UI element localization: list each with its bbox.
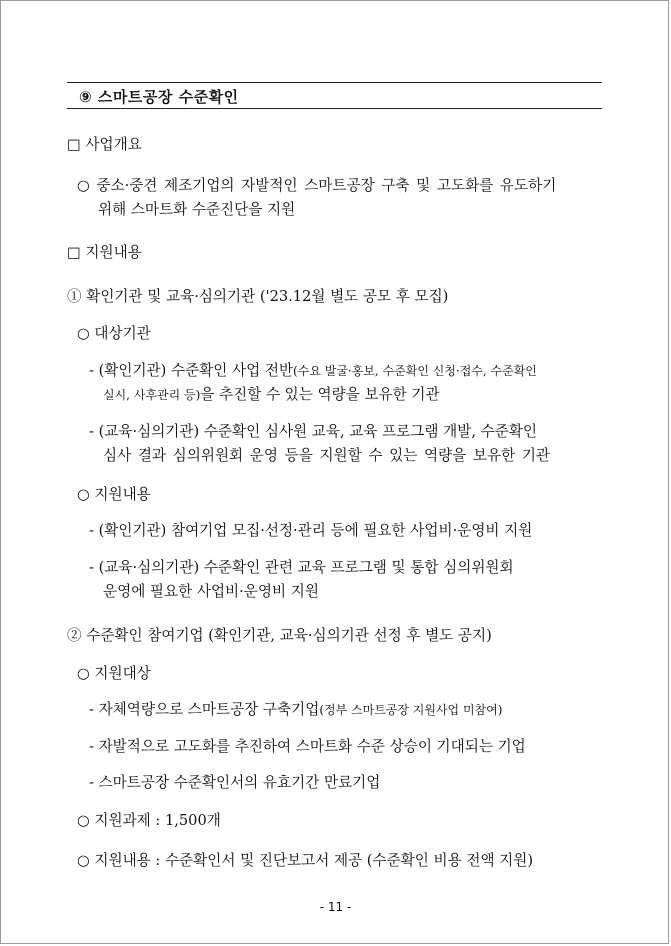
support-target-heading: ○ 지원대상	[77, 665, 151, 682]
confirm-agency-main-2: 을 추진할 수 있는 역량을 보유한 기관	[200, 386, 440, 403]
confirm-agency-line2	[103, 385, 440, 405]
target-institutions-heading: ○ 대상기관	[77, 325, 151, 342]
heading-business-overview: □ 사업개요	[67, 136, 142, 153]
confirm-agency-main: - (확인기관) 수준확인 사업 전반	[89, 362, 294, 379]
overview-text-line2: 위해 스마트화 수준진단을 지원	[98, 201, 296, 218]
target-voluntary-upgrade: - 자발적으로 고도화를 추진하여 스마트화 수준 상승이 기대되는 기업	[89, 738, 526, 755]
section-title-box	[67, 82, 602, 109]
page-number: - 11 -	[319, 900, 352, 914]
target-expired-certificate: - 스마트공장 수준확인서의 유효기간 만료기업	[89, 774, 381, 791]
confirm-agency-detail: (수요 발굴·홍보, 수준확인 신청·접수, 수준확인	[293, 364, 537, 378]
heading-support-content: □ 지원내용	[67, 244, 142, 261]
target-self-built-main: - 자체역량으로 스마트공장 구축기업	[89, 701, 320, 718]
overview-text-line1: ○ 중소·중견 제조기업의 자발적인 스마트공장 구축 및 고도화를 유도하기	[77, 177, 557, 194]
education-agency-support-line2: 운영에 필요한 사업비·운영비 지원	[103, 583, 319, 600]
support-task-count: ○ 지원과제 : 1,500개	[77, 812, 221, 829]
education-agency-line2: 심사 결과 심의위원회 운영 등을 지원할 수 있는 역량을 보유한 기관	[103, 447, 551, 464]
subheading-institutions: ① 확인기관 및 교육·심의기관 ('23.12월 별도 공모 후 모집)	[67, 288, 449, 305]
support-content-heading: ○ 지원내용	[77, 486, 151, 503]
education-agency-support-line1: - (교육·심의기관) 수준확인 관련 교육 프로그램 및 통합 심의위원회	[89, 559, 514, 576]
confirm-agency-line1	[89, 361, 537, 381]
section-title: ⑨ 스마트공장 수준확인	[79, 88, 239, 106]
target-self-built	[89, 700, 502, 720]
support-content-detail: ○ 지원내용 : 수준확인서 및 진단보고서 제공 (수준확인 비용 전액 지원)	[77, 852, 534, 869]
confirm-agency-support: - (확인기관) 참여기업 모집·선정·관리 등에 필요한 사업비·운영비 지원	[89, 522, 533, 539]
subheading-participants: ② 수준확인 참여기업 (확인기관, 교육·심의기관 선정 후 별도 공지)	[67, 627, 492, 644]
confirm-agency-detail-2: 실시, 사후관리 등)	[103, 388, 201, 402]
target-self-built-note: (정부 스마트공장 지원사업 미참여)	[319, 703, 503, 717]
education-agency-line1: - (교육·심의기관) 수준확인 심사원 교육, 교육 프로그램 개발, 수준확인	[89, 423, 537, 440]
